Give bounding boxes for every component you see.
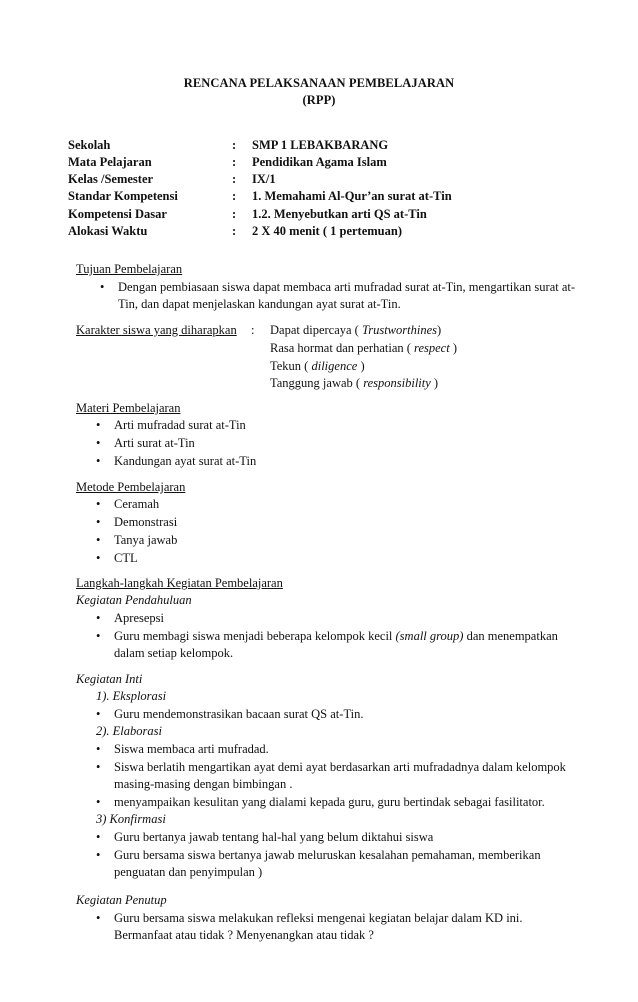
bullet-icon: •	[96, 515, 101, 529]
bullet-icon: •	[96, 707, 101, 721]
bullet-icon: •	[96, 629, 101, 643]
bullet-icon: •	[96, 795, 101, 809]
karakter-after: )	[449, 341, 457, 355]
bullet-icon: •	[96, 418, 101, 432]
list-item-text: menyampaikan kesulitan yang dialami kepada guru, guru bertindak sebagai fasilitator.	[114, 795, 545, 809]
list-item-text	[114, 629, 558, 644]
list-item-continuation: masing-masing dengan bimbingan .	[114, 777, 293, 791]
bullet-icon: •	[96, 611, 101, 625]
list-item-text: Tanya jawab	[114, 533, 178, 547]
info-colon: :	[232, 207, 237, 221]
list-item-text: Siswa membaca arti mufradad.	[114, 742, 269, 756]
text-segment: dan menempatkan	[463, 629, 558, 643]
konfirmasi-heading: 3) Konfirmasi	[96, 812, 166, 826]
list-item-text: Apresepsi	[114, 611, 164, 625]
karakter-after: )	[437, 323, 442, 337]
info-label: Kompetensi Dasar	[68, 207, 167, 221]
list-item-text: Guru bertanya jawab tentang hal-hal yang belum diktahui siswa	[114, 830, 434, 844]
text-segment: Guru membagi siswa menjadi beberapa kelompok kecil	[114, 629, 396, 643]
info-label: Alokasi Waktu	[68, 224, 148, 238]
info-label: Mata Pelajaran	[68, 155, 152, 169]
list-item-text: Siswa berlatih mengartikan ayat demi ayat berdasarkan arti mufradadnya dalam kelompok	[114, 760, 566, 774]
bullet-icon: •	[96, 533, 101, 547]
metode-heading: Metode Pembelajaran	[76, 480, 186, 494]
list-item-text: Guru bersama siswa bertanya jawab meluruskan kesalahan pemahaman, memberikan	[114, 848, 541, 862]
info-label: Standar Kompetensi	[68, 189, 178, 203]
info-colon: :	[232, 189, 237, 203]
bullet-icon: •	[96, 742, 101, 756]
document-title: RENCANA PELAKSANAAN PEMBELAJARAN	[183, 76, 455, 90]
karakter-text: Tanggung jawab (	[270, 376, 364, 390]
langkah-heading: Langkah-langkah Kegiatan Pembelajaran	[76, 576, 283, 590]
eksplorasi-heading: 1). Eksplorasi	[96, 689, 167, 703]
karakter-text: Rasa hormat dan perhatian (	[270, 341, 415, 355]
karakter-item	[270, 341, 457, 356]
list-item-continuation: Bermanfaat atau tidak ? Menyenangkan atau tidak ?	[114, 928, 374, 942]
pendahuluan-heading: Kegiatan Pendahuluan	[76, 593, 192, 607]
list-item-text: Ceramah	[114, 497, 160, 511]
karakter-after: )	[430, 376, 439, 390]
list-item-text: CTL	[114, 551, 138, 565]
bullet-icon: •	[96, 848, 101, 862]
list-item-text: Guru mendemonstrasikan bacaan surat QS at-Tin.	[114, 707, 364, 721]
bullet-icon: •	[96, 497, 101, 511]
document-subtitle: (RPP)	[302, 93, 336, 107]
elaborasi-heading: 2). Elaborasi	[96, 724, 162, 738]
info-value: 2 X 40 menit ( 1 pertemuan)	[252, 224, 402, 238]
info-value: IX/1	[252, 172, 276, 186]
list-item-continuation: Tin, dan dapat menjelaskan kandungan ayat surat at-Tin.	[118, 297, 401, 311]
bullet-icon: •	[96, 830, 101, 844]
info-colon: :	[232, 155, 237, 169]
karakter-text: Tekun (	[270, 359, 312, 373]
list-item-text: Arti mufradad surat at-Tin	[114, 418, 246, 432]
info-label: Sekolah	[68, 138, 111, 152]
bullet-icon: •	[100, 280, 105, 294]
bullet-icon: •	[96, 436, 101, 450]
bullet-icon: •	[96, 760, 101, 774]
bullet-icon: •	[96, 911, 101, 925]
list-item-text: Guru bersama siswa melakukan refleksi mengenai kegiatan belajar dalam KD ini.	[114, 911, 523, 925]
inti-heading: Kegiatan Inti	[76, 672, 143, 686]
karakter-after: )	[357, 359, 365, 373]
italic-segment: (small group)	[395, 629, 464, 643]
karakter-text: Dapat dipercaya (	[270, 323, 362, 337]
info-colon: :	[232, 138, 237, 152]
list-item-continuation: dalam setiap kelompok.	[114, 646, 234, 660]
karakter-italic: respect	[414, 341, 450, 355]
karakter-section	[76, 323, 237, 338]
karakter-italic: diligence	[311, 359, 358, 373]
karakter-italic: responsibility	[363, 376, 431, 390]
list-item-text: Demonstrasi	[114, 515, 178, 529]
info-value: Pendidikan Agama Islam	[252, 155, 387, 169]
karakter-item	[270, 323, 441, 338]
bullet-icon: •	[96, 454, 101, 468]
info-value: 1. Memahami Al-Qur’an surat at-Tin	[252, 189, 452, 203]
karakter-heading: Karakter siswa yang diharapkan	[76, 323, 237, 337]
info-colon: :	[232, 224, 237, 238]
list-item-text: Kandungan ayat surat at-Tin	[114, 454, 257, 468]
tujuan-heading: Tujuan Pembelajaran	[76, 262, 183, 276]
karakter-item	[270, 376, 438, 391]
karakter-italic: Trustworthines	[361, 323, 437, 337]
info-label: Kelas /Semester	[68, 172, 154, 186]
list-item-continuation: penguatan dan penyimpulan )	[114, 865, 263, 879]
list-item-text: Arti surat at-Tin	[114, 436, 195, 450]
bullet-icon: •	[96, 551, 101, 565]
list-item-text: Dengan pembiasaan siswa dapat membaca arti mufradad surat at-Tin, mengartikan surat at-	[118, 280, 576, 294]
materi-heading: Materi Pembelajaran	[76, 401, 181, 415]
info-colon: :	[232, 172, 237, 186]
karakter-item	[270, 359, 365, 374]
info-value: SMP 1 LEBAKBARANG	[252, 138, 389, 152]
info-value: 1.2. Menyebutkan arti QS at-Tin	[252, 207, 427, 221]
karakter-colon: :	[251, 323, 255, 337]
penutup-heading: Kegiatan Penutup	[76, 893, 167, 907]
